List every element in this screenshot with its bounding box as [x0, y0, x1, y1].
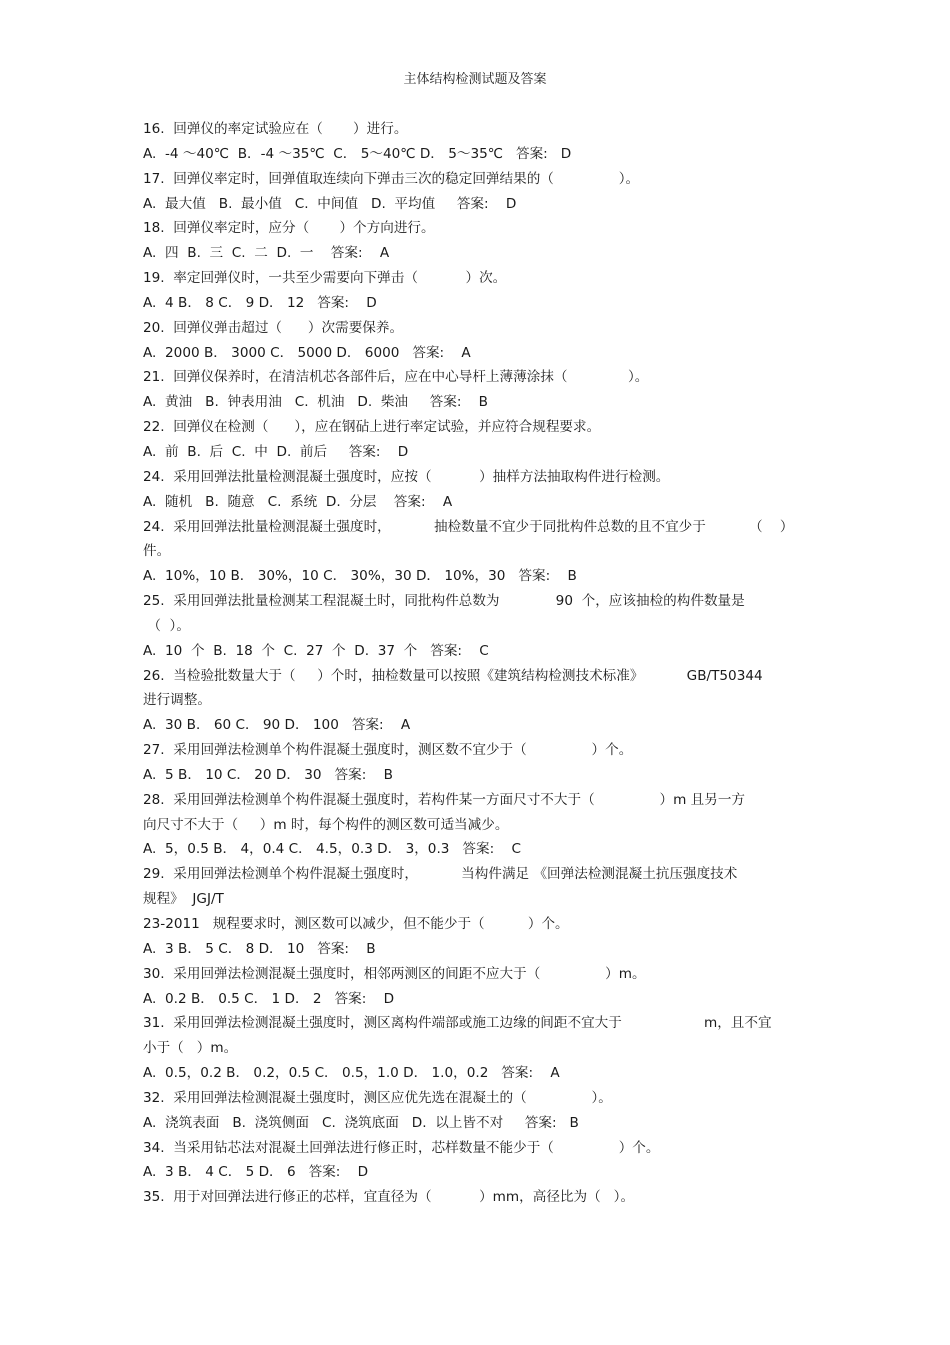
options-line: A. 0.5，0.2 B． 0.2，0.5 C． 0.5，1.0 D． 1.0，0.2 答案: A [143, 1065, 560, 1082]
question-line: 25. 采用回弹法批量检测某工程混凝土时，同批构件总数为 90 个，应该抽检的构件数量是 [143, 593, 745, 610]
question-line: 16. 回弹仪的率定试验应在（ ）进行。 [143, 121, 408, 137]
question-line: 21. 回弹仪保养时，在清洁机芯各部件后，应在中心导杆上薄薄涂抹（ ）。 [143, 369, 649, 386]
options-line: A. 黄油 B. 钟表用油 C. 机油 D. 柴油 答案: B [143, 394, 489, 411]
page-title: 主体结构检测试题及答案 [403, 72, 547, 87]
question-line-continued: 小于（ ）m。 [143, 1040, 238, 1057]
question-list [143, 117, 813, 1210]
options-line: A. 10 个 B. 18 个 C. 27 个 D. 37 个 答案: C [143, 642, 489, 659]
question-line-continued: 件。 [143, 543, 171, 560]
options-line: A. 四 B. 三 C. 二 D. 一 答案: A [143, 245, 390, 262]
question-line: 18. 回弹仪率定时，应分（ ）个方向进行。 [143, 220, 435, 237]
options-line: A. 最大值 B. 最小值 C. 中间值 D. 平均值 答案: D [143, 195, 517, 212]
question-line: 20. 回弹仪弹击超过（ ）次需要保养。 [143, 319, 404, 336]
question-line: 17. 回弹仪率定时，回弹值取连续向下弹击三次的稳定回弹结果的（ ）。 [143, 170, 640, 187]
question-line: 27. 采用回弹法检测单个构件混凝土强度时，测区数不宜少于（ ）个。 [143, 742, 633, 759]
question-line: 24. 采用回弹法批量检测混凝土强度时， 抽检数量不宜少于同批构件总数的且不宜少于 （ ） [143, 518, 794, 535]
options-line: A. 5，0.5 B． 4，0.4 C． 4.5，0.3 D． 3，0.3 答案: C [143, 841, 521, 858]
options-line: A. 5 B． 10 C． 20 D． 30 答案: B [143, 766, 393, 783]
options-line: A. 4 B． 8 C． 9 D． 12 答案: D [143, 294, 377, 311]
question-line: 26. 当检验批数量大于（ ）个时，抽检数量可以按照《建筑结构检测技术标准》 GB/T50344 [143, 667, 763, 684]
question-line: 29. 采用回弹法检测单个构件混凝土强度时， 当构件满足 《回弹法检测混凝土抗压强度技术 [143, 866, 738, 883]
question-line-continued: 23-2011 规程要求时，测区数可以减少，但不能少于（ ）个。 [143, 916, 569, 932]
options-line: A. 2000 B． 3000 C． 5000 D． 6000 答案: A [143, 344, 471, 361]
question-line-continued: 进行调整。 [143, 692, 211, 709]
options-line: A. 10%，10 B． 30%，10 C． 30%，30 D． 10%，30 答案: B [143, 568, 577, 585]
question-line: 35. 用于对回弹法进行修正的芯样，宜直径为（ ）mm，高径比为（ ）。 [143, 1189, 635, 1206]
options-line: A. 3 B． 5 C． 8 D． 10 答案: B [143, 940, 376, 957]
question-line: 31. 采用回弹法检测混凝土强度时，测区离构件端部或施工边缘的间距不宜大于 m，且不宜 [143, 1015, 772, 1032]
question-line: 32. 采用回弹法检测混凝土强度时，测区应优先选在混凝土的（ ）。 [143, 1089, 612, 1106]
options-line: A. 0.2 B． 0.5 C． 1 D． 2 答案: D [143, 990, 395, 1007]
options-line: A. 浇筑表面 B. 浇筑侧面 C. 浇筑底面 D. 以上皆不对 答案: B [143, 1114, 579, 1131]
question-line: 24. 采用回弹法批量检测混凝土强度时，应按（ ）抽样方法抽取构件进行检测。 [143, 468, 670, 485]
question-line: 22. 回弹仪在检测（ ），应在钢砧上进行率定试验，并应符合规程要求。 [143, 419, 601, 436]
question-line: 28. 采用回弹法检测单个构件混凝土强度时，若构件某一方面尺寸不大于（ ）m 且另一方 [143, 791, 746, 808]
options-line: A. -4 ～40℃ B．-4 ～35℃ C． 5～40℃ D． 5～35℃ 答案: D [143, 145, 572, 162]
question-line: 34. 当采用钻芯法对混凝土回弹法进行修正时，芯样数量不能少于（ ）个。 [143, 1139, 660, 1156]
question-line-continued: （ ）。 [143, 617, 190, 634]
question-line: 19. 率定回弹仪时，一共至少需要向下弹击（ ）次。 [143, 270, 507, 287]
options-line: A. 前 B. 后 C. 中 D. 前后 答案: D [143, 443, 409, 460]
options-line: A. 3 B． 4 C． 5 D． 6 答案: D [143, 1164, 369, 1181]
question-line-continued: 向尺寸不大于（ ）m 时，每个构件的测区数可适当减少。 [143, 816, 509, 833]
options-line: A. 30 B． 60 C． 90 D． 100 答案: A [143, 717, 411, 734]
question-line: 30. 采用回弹法检测混凝土强度时，相邻两测区的间距不应大于（ ）m。 [143, 965, 646, 982]
question-line-continued: 规程》 JGJ/T [143, 891, 224, 908]
options-line: A. 随机 B. 随意 C. 系统 D. 分层 答案: A [143, 493, 453, 510]
